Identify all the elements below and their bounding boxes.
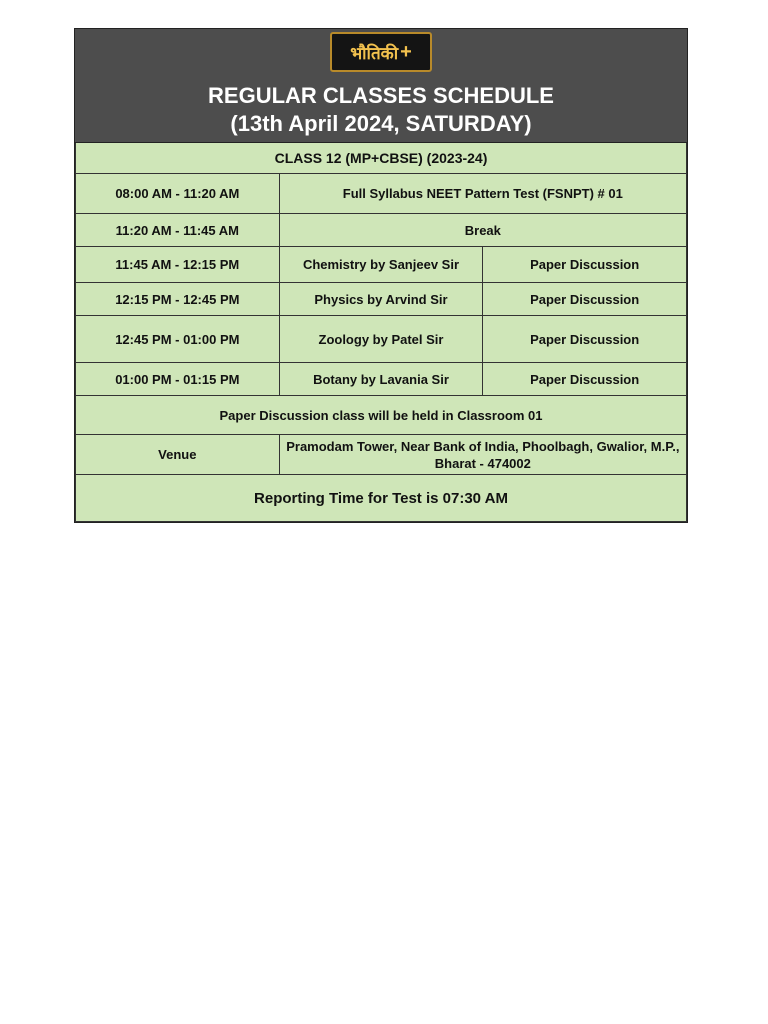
class-row xyxy=(76,143,687,174)
time-cell: 12:45 PM - 01:00 PM xyxy=(76,316,280,363)
address-line-2: Bharat - 474002 xyxy=(434,455,531,471)
activity-cell: Paper Discussion xyxy=(483,247,687,283)
logo-text: भौतिकी xyxy=(350,43,399,64)
table-row xyxy=(76,174,687,214)
table-row xyxy=(76,214,687,247)
subject-cell: Physics by Arvind Sir xyxy=(279,283,483,316)
title-line-2: (13th April 2024, SATURDAY) xyxy=(230,111,532,136)
time-cell: 11:45 AM - 12:15 PM xyxy=(76,247,280,283)
venue-address xyxy=(279,435,686,475)
subject-cell: Botany by Lavania Sir xyxy=(279,363,483,396)
schedule-sheet xyxy=(74,28,688,523)
reporting-time: Reporting Time for Test is 07:30 AM xyxy=(76,475,687,522)
table-row xyxy=(76,283,687,316)
time-cell: 08:00 AM - 11:20 AM xyxy=(76,174,280,214)
address-line-1: Pramodam Tower, Near Bank of India, Phoolbagh, Gwalior, M.P., xyxy=(286,438,680,454)
class-label: CLASS 12 (MP+CBSE) (2023-24) xyxy=(76,143,687,174)
page-title xyxy=(75,82,687,138)
title-line-1: REGULAR CLASSES SCHEDULE xyxy=(208,83,554,108)
schedule-header xyxy=(75,29,687,143)
venue-label: Venue xyxy=(76,435,280,475)
schedule-table xyxy=(75,143,687,522)
table-row xyxy=(76,247,687,283)
time-cell: 12:15 PM - 12:45 PM xyxy=(76,283,280,316)
table-row xyxy=(76,363,687,396)
logo-plus-icon: + xyxy=(400,40,412,63)
activity-cell: Paper Discussion xyxy=(483,363,687,396)
venue-row xyxy=(76,435,687,475)
activity-cell: Paper Discussion xyxy=(483,283,687,316)
subject-cell: Zoology by Patel Sir xyxy=(279,316,483,363)
activity-cell: Paper Discussion xyxy=(483,316,687,363)
activity-cell: Full Syllabus NEET Pattern Test (FSNPT) # 01 xyxy=(279,174,686,214)
reporting-row xyxy=(76,475,687,522)
activity-cell: Break xyxy=(279,214,686,247)
time-cell: 11:20 AM - 11:45 AM xyxy=(76,214,280,247)
subject-cell: Chemistry by Sanjeev Sir xyxy=(279,247,483,283)
table-row xyxy=(76,316,687,363)
classroom-note: Paper Discussion class will be held in Classroom 01 xyxy=(76,396,687,435)
note-row xyxy=(76,396,687,435)
time-cell: 01:00 PM - 01:15 PM xyxy=(76,363,280,396)
brand-logo xyxy=(330,32,432,72)
